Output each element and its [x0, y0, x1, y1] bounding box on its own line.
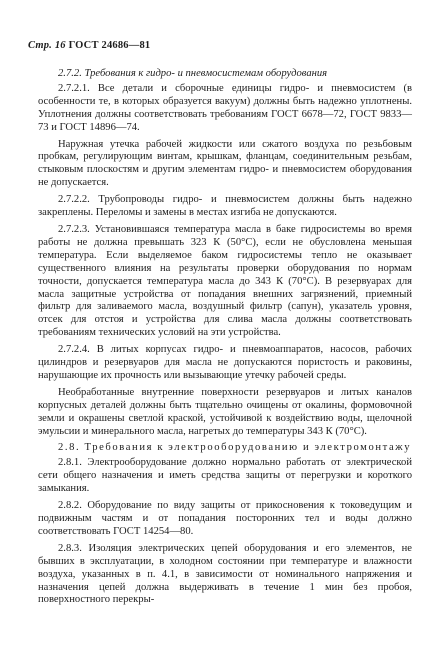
paragraph-2-7-2-4: 2.7.2.4. В литых корпусах гидро- и пневмоаппаратов, насосов, рабочих цилиндров и резервуаров для масла не допускаются пористость и раковины, нарушающие их прочность или вызывающие утечку рабочей среды. [38, 344, 412, 381]
paragraph-2-7-2-2: 2.7.2.2. Трубопроводы гидро- и пневмосистем должны быть надежно закреплены. Переломы и замены в местах изгиба не допускаются. [38, 194, 412, 219]
document-body [38, 68, 412, 611]
standard-number: ГОСТ 24686—81 [68, 40, 151, 51]
paragraph-2-8-3: 2.8.3. Изоляция электрических цепей оборудования и его элементов, не бывших в эксплуатации, в холодном состоянии при температуре и влажности воздуха, указанных в п. 4.1, в зависимости от номинального напряжения и назначения цепей должна выдерживать в течение 1 мин без пробоя, поверхностного перекры- [38, 542, 412, 606]
paragraph-2-7-2-1: 2.7.2.1. Все детали и сборочные единицы гидро- и пневмосистем (в особенности те, в которых образуется вакуум) должны быть надежно уплотнены. Уплотнения должны соответствовать требованиям ГОСТ 6678—72, ГОСТ 9833—73 и ГОСТ 14896—74. [38, 82, 412, 133]
section-heading-2-8: 2.8. Требования к электрооборудованию и электромонтажу [58, 442, 412, 454]
page-number: Стр. 16 [28, 40, 66, 51]
paragraph-leakage: Наружная утечка рабочей жидкости или сжатого воздуха по резьбовым пробкам, регулирующим винтам, крышкам, фланцам, соединительным резьбам, стыковым плоскостям и другим элементам гидро- и пневмосистем оборудования не допускается. [38, 138, 412, 189]
section-heading-2-7-2: 2.7.2. Требования к гидро- и пневмосистемам оборудования [58, 68, 328, 79]
paragraph-surfaces: Необработанные внутренние поверхности резервуаров и литых каналов корпусных деталей должны быть тщательно очищены от окалины, формовочной земли и окрашены светлой краской, устойчивой к воздействию воды, щелочной эмульсии и минерального масла, нагретых до температуры 343 К (70°С). [38, 386, 412, 437]
paragraph-2-8-2: 2.8.2. Оборудование по виду защиты от прикосновения к токоведущим и подвижным частям и от попадания посторонних тел и воды должно соответствовать ГОСТ 14254—80. [38, 500, 412, 537]
paragraph-2-8-1: 2.8.1. Электрооборудование должно нормально работать от электрической сети общего назначения и иметь средства защиты от перегрузки и короткого замыкания. [38, 457, 412, 495]
page-header [28, 40, 150, 51]
paragraph-2-7-2-3: 2.7.2.3. Установившаяся температура масла в баке гидросистемы во время работы не должна превышать 323 К (50°С), если не обусловлена меньшая температура. Если выделяемое баком гидросистемы тепло не оказывает существенного влияния на результаты проверки оборудования по нормам точности, допускается температура масла до 343 К (70°С). В резервуарах для масла защитные устройства от попадания внешних загрязнений, приемный фильтр для заливаемого масла, воздушный фильтр (сапун), указатель уровня, отсек для отстоя и устройства для слива масла должны соответствовать требованиям технических условий на эти устройства. [38, 223, 412, 339]
